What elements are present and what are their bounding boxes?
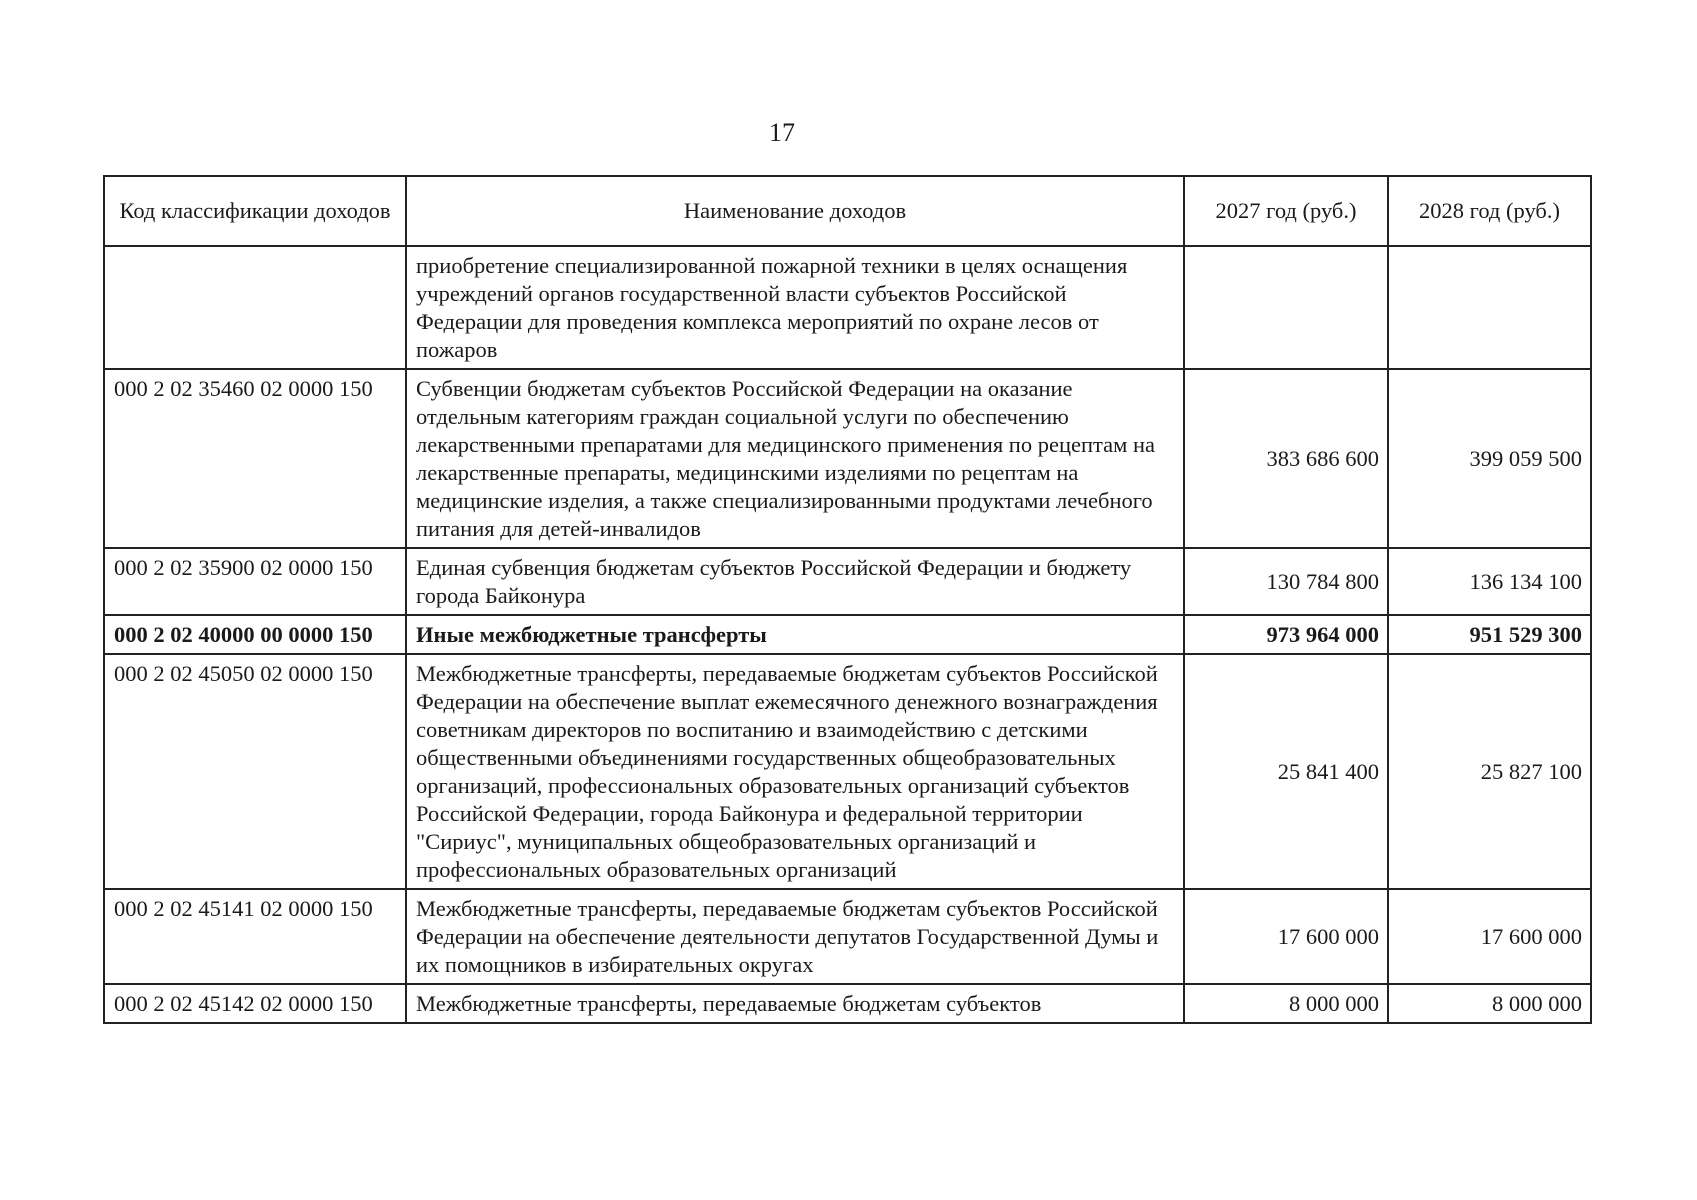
row-name: Межбюджетные трансферты, передаваемые бюджетам субъектов Российской Федерации на обеспечение выплат ежемесячного денежного вознаграждения советникам директоров по воспитанию и взаимодействию с детскими общественными объединениями государственных общеобразовательных организаций, профессиональных образовательных организаций субъектов Российской Федерации, города Байконура и федеральной территории "Сириус", муниципальных общеобразовательных организаций и профессиональных образовательных организаций	[406, 654, 1184, 889]
header-2027: 2027 год (руб.)	[1184, 176, 1388, 246]
row-code: 000 2 02 45142 02 0000 150	[104, 984, 406, 1023]
row-value-2028: 8 000 000	[1388, 984, 1591, 1023]
row-code: 000 2 02 35460 02 0000 150	[104, 369, 406, 548]
income-table	[103, 175, 1592, 1024]
row-code	[104, 246, 406, 369]
header-code: Код классификации доходов	[104, 176, 406, 246]
row-value-2027: 383 686 600	[1184, 369, 1388, 548]
row-value-2028: 17 600 000	[1388, 889, 1591, 984]
row-name: Субвенции бюджетам субъектов Российской Федерации на оказание отдельным категориям граждан социальной услуги по обеспечению лекарственными препаратами для медицинского применения по рецептам на лекарственные препараты, медицинскими изделиями по рецептам на медицинские изделия, а также специализированными продуктами лечебного питания для детей-инвалидов	[406, 369, 1184, 548]
table-row-subtotal	[104, 615, 1591, 654]
row-value-2028	[1388, 246, 1591, 369]
page-number: 17	[769, 118, 795, 147]
row-code: 000 2 02 45141 02 0000 150	[104, 889, 406, 984]
row-value-2027: 25 841 400	[1184, 654, 1388, 889]
header-name: Наименование доходов	[406, 176, 1184, 246]
row-name: Межбюджетные трансферты, передаваемые бюджетам субъектов Российской Федерации на обеспечение деятельности депутатов Государственной Думы и их помощников в избирательных округах	[406, 889, 1184, 984]
row-value-2027: 8 000 000	[1184, 984, 1388, 1023]
row-value-2027	[1184, 246, 1388, 369]
row-value-2027: 973 964 000	[1184, 615, 1388, 654]
table-row	[104, 369, 1591, 548]
row-value-2028: 951 529 300	[1388, 615, 1591, 654]
table-row	[104, 984, 1591, 1023]
table-row	[104, 548, 1591, 615]
table-row	[104, 246, 1591, 369]
row-value-2027: 130 784 800	[1184, 548, 1388, 615]
row-code: 000 2 02 35900 02 0000 150	[104, 548, 406, 615]
row-name: Иные межбюджетные трансферты	[406, 615, 1184, 654]
header-2028: 2028 год (руб.)	[1388, 176, 1591, 246]
row-value-2028: 136 134 100	[1388, 548, 1591, 615]
row-value-2028: 25 827 100	[1388, 654, 1591, 889]
row-name: Единая субвенция бюджетам субъектов Российской Федерации и бюджету города Байконура	[406, 548, 1184, 615]
row-value-2027: 17 600 000	[1184, 889, 1388, 984]
row-value-2028: 399 059 500	[1388, 369, 1591, 548]
row-name: приобретение специализированной пожарной техники в целях оснащения учреждений органов государственной власти субъектов Российской Федерации для проведения комплекса мероприятий по охране лесов от пожаров	[406, 246, 1184, 369]
row-code: 000 2 02 45050 02 0000 150	[104, 654, 406, 889]
table-row	[104, 654, 1591, 889]
table-row	[104, 889, 1591, 984]
header-row	[104, 176, 1591, 246]
row-name: Межбюджетные трансферты, передаваемые бюджетам субъектов	[406, 984, 1184, 1023]
row-code: 000 2 02 40000 00 0000 150	[104, 615, 406, 654]
